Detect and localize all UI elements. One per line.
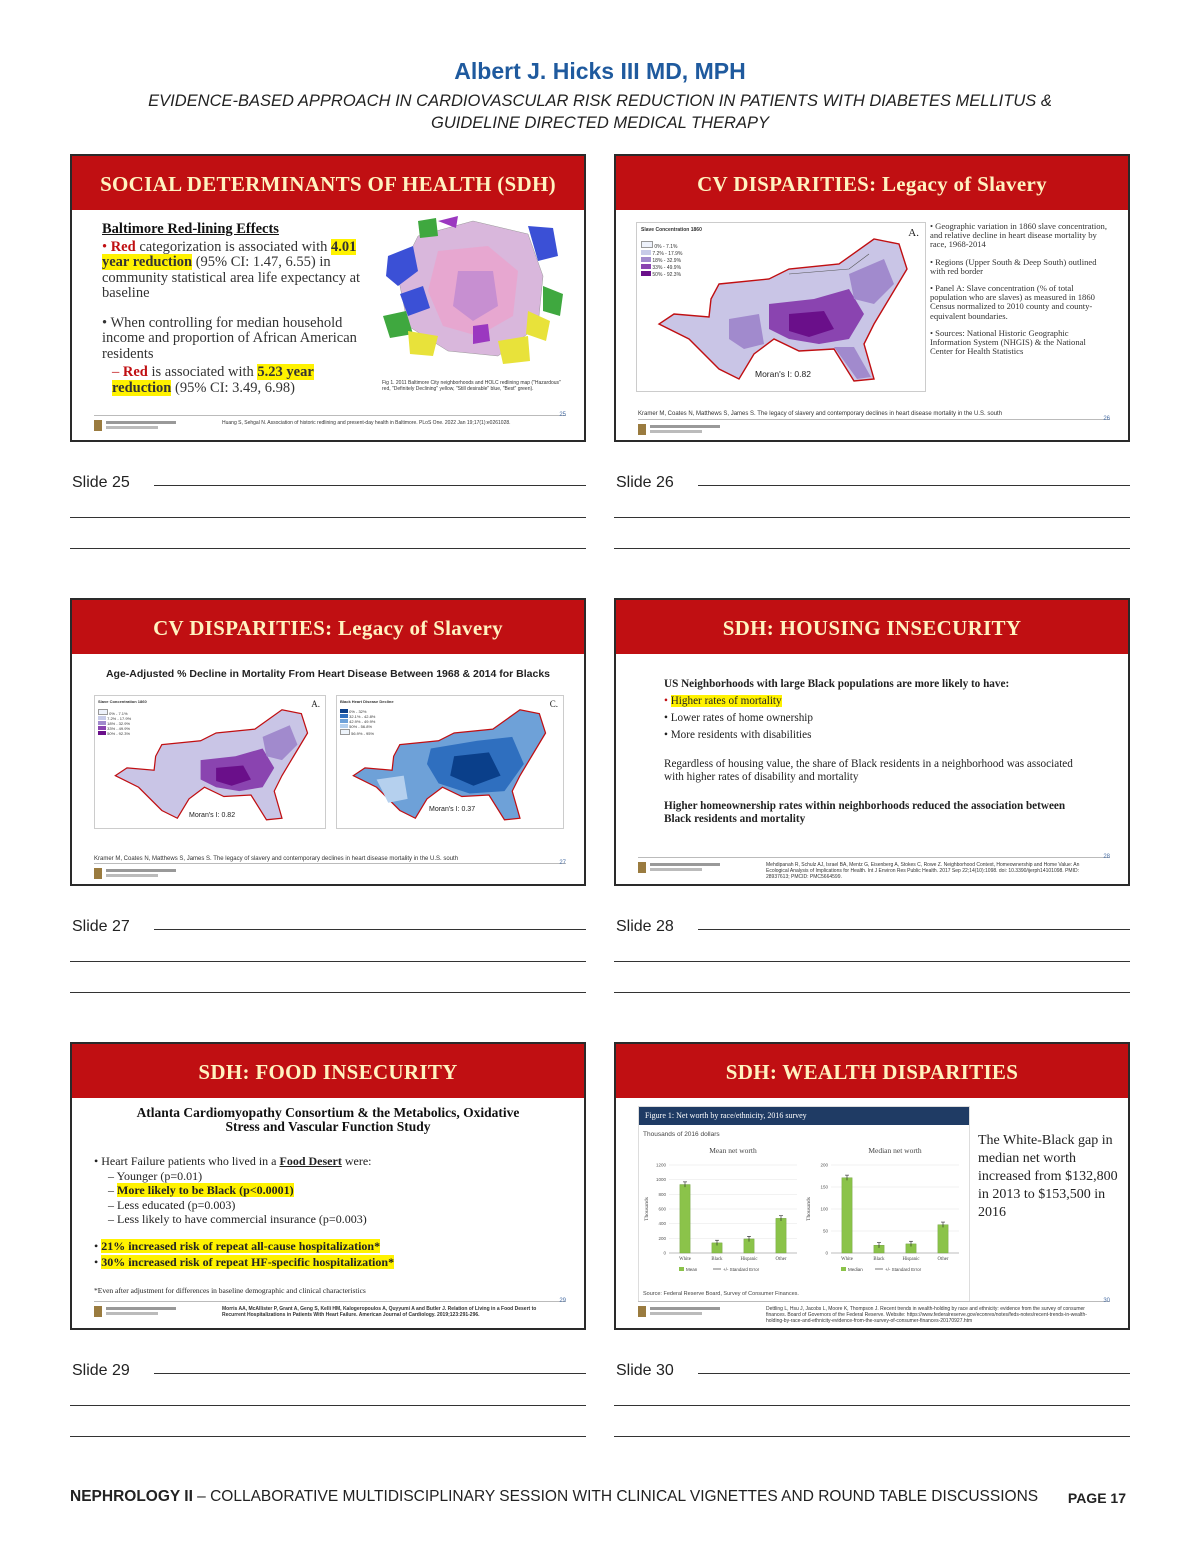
subtitle-line-1: EVIDENCE-BASED APPROACH IN CARDIOVASCULAR RISK REDUCTION IN PATIENTS WITH DIABETES MELLITUS & [148, 92, 1052, 110]
page-number: PAGE 17 [1067, 1490, 1126, 1506]
slide-label: Slide 28 [616, 918, 674, 935]
figure-title: Figure 1: Net worth by race/ethnicity, 2016 survey [639, 1107, 969, 1125]
sub-bullet: – Less educated (p=0.003) [108, 1197, 236, 1212]
y-tick-label: 400 [658, 1221, 666, 1227]
legend-swatch [841, 1267, 846, 1271]
y-tick-label: 150 [820, 1184, 828, 1190]
baltimore-redlining-map [378, 216, 568, 376]
slide-text: The White-Black gap in median net worth increased from $132,800 in 2013 to $153,500 in 2016 [978, 1133, 1118, 1220]
slide-label: Slide 26 [616, 474, 674, 491]
slide-footer [94, 1298, 566, 1322]
figure-source: Source: Federal Reserve Board, Survey of Consumer Finances. [643, 1291, 799, 1297]
x-tick-label: Black [873, 1257, 885, 1262]
y-tick-label: 800 [658, 1191, 666, 1197]
bullet: • Lower rates of home ownership [664, 712, 814, 724]
university-logo [94, 420, 184, 432]
slide-25 [70, 154, 586, 442]
slide-reference: Kramer M, Coates N, Matthews S, James S. The legacy of slavery and contemporary declines in heart disease mortality in the U.S. south [638, 411, 1003, 417]
slide-heading: Baltimore Red-lining Effects [102, 221, 279, 237]
note-line [70, 1405, 586, 1406]
map-legend: 0% - 32% 32.1% - 42.8% 42.9% - 49.9% 50% - 56.8% 56.9% - 95% [340, 709, 375, 736]
bar-white [842, 1178, 852, 1253]
note-line [614, 1405, 1130, 1406]
sub-bullet: – Younger (p=0.01) [108, 1168, 203, 1183]
paragraph: Higher homeownership rates within neighborhoods reduced the association between Black residents and mortality [664, 800, 1066, 825]
bullet: • 21% increased risk of repeat all-cause hospitalization* [94, 1238, 381, 1253]
map-legend-title: Slave Concentration 1860 [641, 227, 702, 233]
university-logo [638, 862, 728, 874]
footnote: *Even after adjustment for differences in baseline demographic and clinical characteristics [94, 1285, 366, 1295]
note-line [698, 485, 1130, 486]
page-footer-text: NEPHROLOGY II – COLLABORATIVE MULTIDISCIPLINARY SESSION WITH CLINICAL VIGNETTES AND ROUND TABLE DISCUSSIONS [70, 1488, 1039, 1505]
y-tick-label: 50 [822, 1228, 828, 1234]
slide-29 [70, 1042, 586, 1330]
x-tick-label: Hispanic [902, 1257, 920, 1262]
bar-other [938, 1225, 948, 1253]
note-line [70, 517, 586, 518]
slide-title: CV DISPARITIES: Legacy of Slavery [616, 156, 1128, 210]
slide-reference: Dettling L, Hsu J, Jacobs L, Moore K, Thompson J. Recent trends in wealth-holding by race and ethnicity: evidence from the survey of consumer finances. Board of Governors of the Federal Reserve. Website: https://www.federalreserve.gov/econres/notes/feds-notes/recent-trends-in-wealth-holding-by-race-and-ethnicity-evidence-from-the-survey-of-consumer-finances-20170927.htm [766, 1306, 1087, 1324]
sub-bullet: – More likely to be Black (p<0.0001) [108, 1183, 294, 1197]
map-legend: 0% - 7.1% 7.2% - 17.9% 18% - 32.9% 33% - 49.9% 50% - 92.3% [641, 241, 682, 278]
note-line [614, 548, 1130, 549]
legend-entry: +/- Standard Error [723, 1267, 760, 1272]
morans-i: Moran's I: 0.82 [189, 812, 236, 819]
slide-footer [638, 854, 1110, 880]
slide-28-notes [614, 918, 1130, 998]
y-tick-label: 100 [820, 1206, 828, 1212]
chart-title: Median net worth [868, 1146, 922, 1155]
mean-net-worth-chart [643, 1143, 803, 1279]
slide-intro: US Neighborhoods with large Black populations are more likely to have: [664, 678, 1010, 690]
note-line [698, 1373, 1130, 1374]
y-tick-label: 0 [825, 1250, 828, 1256]
x-tick-label: Other [937, 1257, 949, 1262]
y-tick-label: 1000 [655, 1177, 666, 1183]
bullet: • 30% increased risk of repeat HF-specific hospitalization* [94, 1255, 395, 1269]
slide-26 [614, 154, 1130, 442]
subtitle-line-2: GUIDELINE DIRECTED MEDICAL THERAPY [430, 114, 769, 132]
median-net-worth-chart [805, 1143, 965, 1279]
x-tick-label: Black [711, 1257, 723, 1262]
slide-footer [94, 412, 566, 434]
bullet: • Red categorization is associated with 4.01 year reduction (95% CI: 1.47, 6.55) in community statistical area life expectancy at baseline [102, 238, 361, 301]
panel-label: A. [311, 699, 320, 709]
y-tick-label: 200 [658, 1235, 666, 1241]
note-line [614, 517, 1130, 518]
slide-27 [70, 598, 586, 886]
note-line [70, 548, 586, 549]
note-line [614, 1436, 1130, 1437]
sub-bullet: – Red is associated with 5.23 year reduction (95% CI: 3.49, 6.98) [112, 364, 314, 396]
slide-page-number: 30 [1103, 1298, 1110, 1304]
slide-body [664, 678, 1084, 826]
slide-footer [638, 416, 1110, 434]
slide-reference: Huang S, Sehgal N. Association of historic redlining and present-day health in Baltimore. PLoS One. 2022 Jan 19;17(1):e0261028. [222, 420, 511, 426]
x-tick-label: Hispanic [740, 1257, 758, 1262]
slide-label: Slide 29 [72, 1362, 130, 1379]
net-worth-figure [638, 1106, 970, 1302]
y-tick-label: 200 [820, 1162, 828, 1168]
legend-swatch [679, 1267, 684, 1271]
slide-label: Slide 30 [616, 1362, 674, 1379]
bar-other [776, 1218, 786, 1253]
sub-bullet: – Less likely to have commercial insurance (p=0.003) [108, 1212, 367, 1226]
note-line [614, 992, 1130, 993]
note-line [70, 961, 586, 962]
figure-caption: Fig 1. 2011 Baltimore City neighborhoods and HOLC redlining map ("Hazardous" red, "Definitely Declining" yellow, "Still desirable" blue, "Best" green). [382, 380, 561, 392]
slide-29-notes [70, 1362, 586, 1442]
slide-footer [638, 1298, 1110, 1324]
slave-concentration-map [636, 222, 926, 392]
author-name: Albert J. Hicks III MD, MPH [454, 58, 746, 84]
document-subtitle [0, 90, 1200, 134]
slide-25-notes [70, 474, 586, 554]
map-legend-title: Slave Concentration 1860 [98, 699, 147, 704]
slide-reference: Mehdipanah R, Schulz AJ, Israel BA, Mentz G, Eisenberg A, Stokes C, Rowe Z. Neighborhood Context, Homeownership and Home Value: An Ecological Analysis of Implications for Health. Int J Environ Res Public Health. 2017 Sep 22;14(10):1098. doi: 10.3390/ijerph14101098. PMID: 28937613; PMCID: PMC5664599. [766, 862, 1080, 880]
y-tick-label: 0 [663, 1250, 666, 1256]
y-axis-label: Thousands [644, 1197, 650, 1221]
panel-label: A. [908, 227, 919, 239]
slide-bullets: • Geographic variation in 1860 slave concentration, and relative decline in heart disease mortality by race, 1968-2014 • Regions (Upper South & Deep South) outlined with red border • Panel A: Slave concentration (% of total population who are slaves) as measured in 1860 Census normalized to 2010 county and county-equivalent boundaries. • Sources: National Historic Geographic Information System (NHGIS) & the National Center for Health Statistics [930, 221, 1107, 357]
morans-i: Moran's I: 0.82 [755, 369, 811, 379]
south-us-map [103, 702, 323, 826]
panel-label: C. [549, 699, 558, 709]
legend-entry: +/- Standard Error [885, 1267, 922, 1272]
bullet: • Heart Failure patients who lived in a Food Desert were: [94, 1154, 372, 1168]
figure-units: Thousands of 2016 dollars [643, 1131, 720, 1138]
slide-reference: Morris AA, McAllister P, Grant A, Geng S, Kelli HM, Kalogeropoulos A, Quyyumi A and Butler J. Relation of Living in a Food Desert to Recurrent Hospitalizations in Patients With Heart Failure. American Journal of Cardiology. 2019;123:291-296. [222, 1306, 537, 1318]
slide-page-number: 29 [559, 1298, 566, 1304]
y-tick-label: 1200 [655, 1162, 666, 1168]
map-legend-title: Black Heart Disease Decline [340, 699, 394, 704]
slide-title: CV DISPARITIES: Legacy of Slavery [72, 600, 584, 654]
slide-title: SDH: FOOD INSECURITY [72, 1044, 584, 1098]
legend-entry: Mean [686, 1267, 698, 1272]
university-logo [638, 424, 728, 436]
slide-footer [94, 860, 566, 878]
slide-label: Slide 27 [72, 918, 130, 935]
note-line [698, 929, 1130, 930]
y-axis-label: Thousands [806, 1197, 812, 1221]
note-line [70, 992, 586, 993]
x-tick-label: White [679, 1257, 691, 1262]
university-logo [638, 1306, 728, 1318]
morans-i: Moran's I: 0.37 [429, 806, 476, 813]
slide-page-number: 28 [1103, 854, 1110, 860]
university-logo [94, 868, 184, 880]
slide-title: SDH: HOUSING INSECURITY [616, 600, 1128, 654]
slide-page-number: 25 [559, 412, 566, 418]
university-logo [94, 1306, 184, 1318]
slide-page-number: 26 [1103, 416, 1110, 422]
chart-title: Mean net worth [709, 1146, 757, 1155]
slide-body [94, 1154, 564, 1298]
map-legend: 0% - 7.1% 7.2% - 17.9% 18% - 32.9% 33% - 49.9% 50% - 92.3% [98, 709, 131, 736]
slide-26-notes [614, 474, 1130, 554]
paragraph: Regardless of housing value, the share of Black residents in a neighborhood was associated with higher rates of disability and mortality [664, 758, 1073, 783]
note-line [70, 1436, 586, 1437]
slide-27-notes [70, 918, 586, 998]
note-line [614, 961, 1130, 962]
south-us-map [649, 229, 921, 389]
bullet: • Higher rates of mortality [664, 695, 782, 707]
note-line [154, 1373, 586, 1374]
x-tick-label: White [841, 1257, 853, 1262]
slide-heading: Atlanta Cardiomyopathy Consortium & the Metabolics, Oxidative Stress and Vascular Function Study [136, 1105, 520, 1134]
slide-30-notes [614, 1362, 1130, 1442]
slave-concentration-map [94, 695, 326, 829]
heart-disease-decline-map [336, 695, 564, 829]
x-tick-label: Other [775, 1257, 787, 1262]
slide-title: SDH: WEALTH DISPARITIES [616, 1044, 1128, 1098]
slide-heading: Age-Adjusted % Decline in Mortality From Heart Disease Between 1968 & 2014 for Blacks [105, 668, 551, 680]
legend-entry: Median [848, 1267, 863, 1272]
slide-28 [614, 598, 1130, 886]
note-line [154, 929, 586, 930]
note-line [154, 485, 586, 486]
slide-label: Slide 25 [72, 474, 130, 491]
bar-white [680, 1185, 690, 1253]
slide-title: SOCIAL DETERMINANTS OF HEALTH (SDH) [72, 156, 584, 210]
bullet: • When controlling for median household income and proportion of African American residents [102, 314, 357, 362]
slide-reference: Kramer M, Coates N, Matthews S, James S. The legacy of slavery and contemporary declines in heart disease mortality in the U.S. south [94, 856, 459, 862]
bullet: • More residents with disabilities [664, 729, 812, 741]
y-tick-label: 600 [658, 1206, 666, 1212]
slide-30 [614, 1042, 1130, 1330]
slide-page-number: 27 [559, 860, 566, 866]
